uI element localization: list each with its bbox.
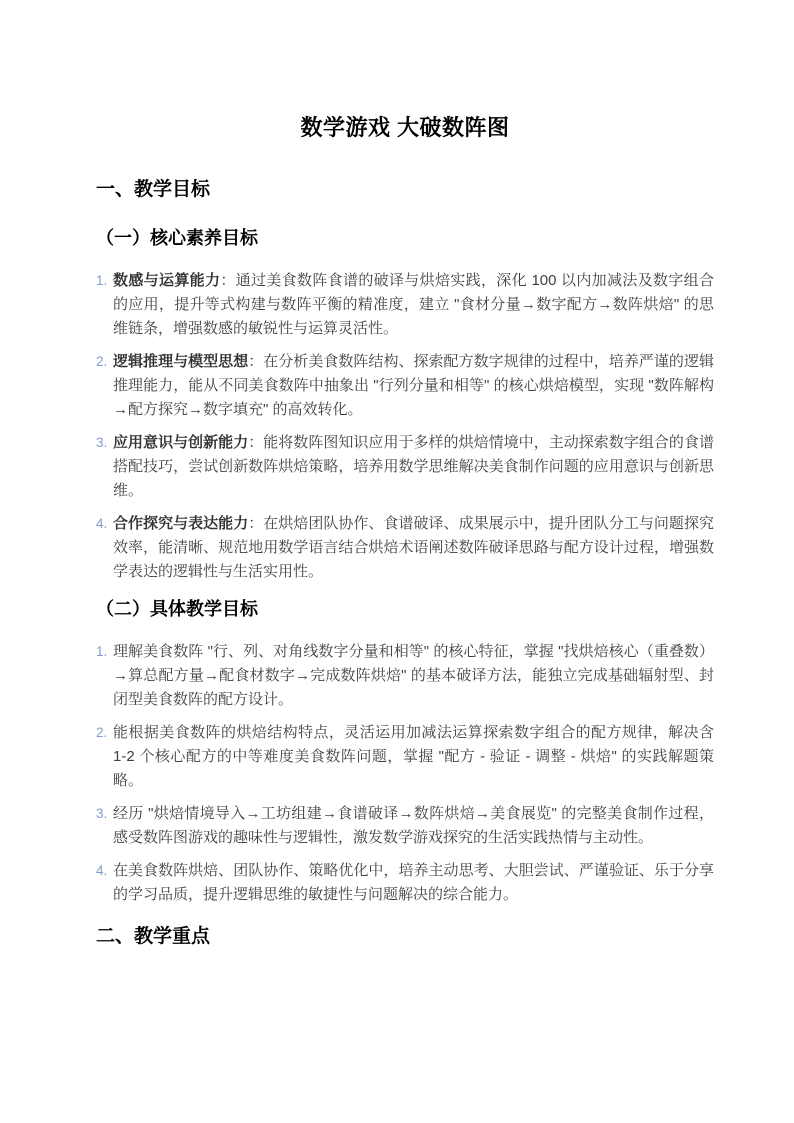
list-item-text: 能根据美食数阵的烘焙结构特点，灵活运用加减法运算探索数字组合的配方规律，解决含 1-2 个核心配方的中等难度美食数阵问题，掌握 "配方 - 验证 - 调整 - 烘焙" 的实践解题策略。 xyxy=(113,724,714,789)
list-item-number: 3. xyxy=(96,435,108,450)
list-item xyxy=(96,350,714,422)
section-heading-teaching-goals: 一、教学目标 xyxy=(96,179,211,200)
list-item-body: ：在分析美食数阵结构、探索配方数字规律的过程中，培养严谨的逻辑推理能力，能从不同美食数阵中抽象出 "行列分量和相等" 的核心烘焙模型，实现 "数阵解构→配方探究→数字填充" 的高效转化。 xyxy=(113,353,714,418)
list-item-term: 数感与运算能力 xyxy=(113,272,221,289)
list-item-number: 4. xyxy=(96,516,108,531)
list-item-number: 2. xyxy=(96,354,108,369)
list-item-text: 在美食数阵烘焙、团队协作、策略优化中，培养主动思考、大胆尝试、严谨验证、乐于分享的学习品质，提升逻辑思维的敏捷性与问题解决的综合能力。 xyxy=(113,862,714,903)
list-item xyxy=(96,512,714,584)
list-item xyxy=(96,859,714,907)
list-item-body: ：能将数阵图知识应用于多样的烘焙情境中，主动探索数字组合的食谱搭配技巧，尝试创新数阵烘焙策略，培养用数学思维解决美食制作问题的应用意识与创新思维。 xyxy=(113,434,714,499)
list-item-term: 合作探究与表达能力 xyxy=(113,515,249,532)
list-item-term: 逻辑推理与模型思想 xyxy=(113,353,249,370)
list-item-text xyxy=(113,269,714,341)
list-item-body: ：在烘焙团队协作、食谱破译、成果展示中，提升团队分工与问题探究效率，能清晰、规范地用数学语言结合烘焙术语阐述数阵破译思路与配方设计过程，增强数学表达的逻辑性与生活实用性。 xyxy=(113,515,714,580)
list-item xyxy=(96,431,714,503)
list-item-text xyxy=(113,512,714,584)
list-item xyxy=(96,269,714,341)
subsection-heading-specific-teaching-goals: （二）具体教学目标 xyxy=(96,599,258,619)
list-item-text: 理解美食数阵 "行、列、对角线数字分量和相等" 的核心特征，掌握 "找烘焙核心（重叠数）→算总配方量→配食材数字→完成数阵烘焙" 的基本破译方法，能独立完成基础辐射型、封闭型美食数阵的配方设计。 xyxy=(113,643,714,708)
section-heading-teaching-focus: 二、教学重点 xyxy=(96,926,211,947)
list-item-number: 1. xyxy=(96,644,108,659)
list-item-number: 3. xyxy=(96,806,108,821)
core-literacy-goal-list xyxy=(96,269,714,584)
list-item-number: 4. xyxy=(96,863,108,878)
list-item-text xyxy=(113,431,714,503)
list-item-text xyxy=(113,350,714,422)
list-item xyxy=(96,640,714,712)
list-item-text: 经历 "烘焙情境导入→工坊组建→食谱破译→数阵烘焙→美食展览" 的完整美食制作过程，感受数阵图游戏的趣味性与逻辑性，激发数学游戏探究的生活实践热情与主动性。 xyxy=(113,805,714,846)
list-item-term: 应用意识与创新能力 xyxy=(113,434,249,451)
specific-teaching-goal-list xyxy=(96,640,714,907)
list-item xyxy=(96,721,714,793)
list-item-body: ：通过美食数阵食谱的破译与烘焙实践，深化 100 以内加减法及数字组合的应用，提升等式构建与数阵平衡的精准度，建立 "食材分量→数字配方→数阵烘焙" 的思维链条，增强数感的敏锐性与运算灵活性。 xyxy=(113,272,714,337)
list-item xyxy=(96,802,714,850)
list-item-number: 2. xyxy=(96,725,108,740)
doc-title: 数学游戏 大破数阵图 xyxy=(300,115,510,140)
list-item-number: 1. xyxy=(96,273,108,288)
subsection-heading-core-literacy-goals: （一）核心素养目标 xyxy=(96,228,258,248)
